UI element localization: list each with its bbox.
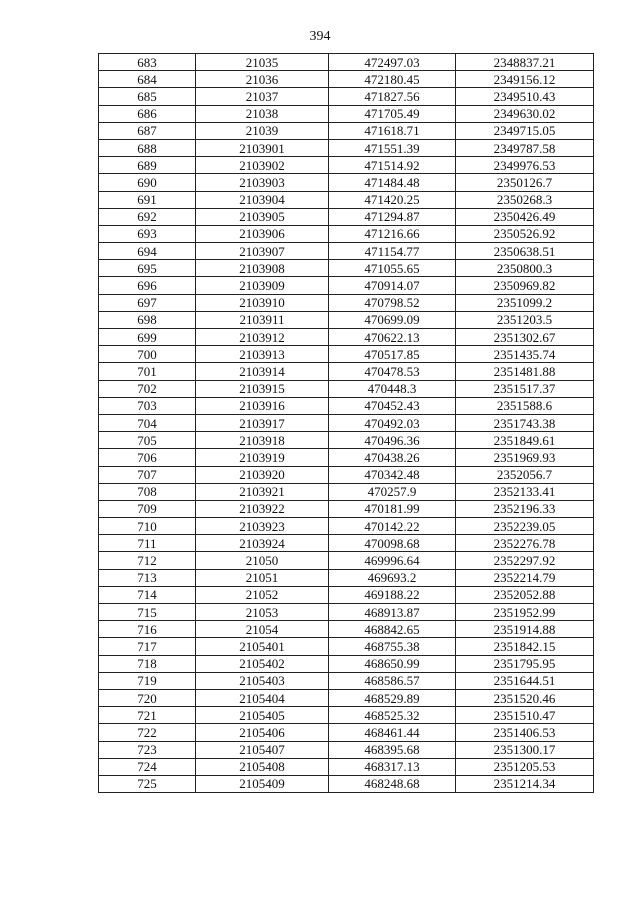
point-id-cell: 21053 xyxy=(196,604,329,621)
x-coordinate-cell: 472180.45 xyxy=(329,71,456,88)
y-coordinate-cell: 2351588.6 xyxy=(456,397,594,414)
table-row xyxy=(99,397,594,414)
point-number-cell: 700 xyxy=(99,346,196,363)
x-coordinate-cell: 469693.2 xyxy=(329,569,456,586)
y-coordinate-cell: 2349976.53 xyxy=(456,157,594,174)
y-coordinate-cell: 2348837.21 xyxy=(456,54,594,71)
x-coordinate-cell: 470098.68 xyxy=(329,535,456,552)
x-coordinate-cell: 468913.87 xyxy=(329,604,456,621)
point-id-cell: 2103904 xyxy=(196,191,329,208)
y-coordinate-cell: 2349156.12 xyxy=(456,71,594,88)
point-number-cell: 710 xyxy=(99,518,196,535)
x-coordinate-cell: 470452.43 xyxy=(329,397,456,414)
point-number-cell: 715 xyxy=(99,604,196,621)
y-coordinate-cell: 2352214.79 xyxy=(456,569,594,586)
x-coordinate-cell: 470438.26 xyxy=(329,449,456,466)
table-row xyxy=(99,225,594,242)
table-row xyxy=(99,689,594,706)
table-row xyxy=(99,518,594,535)
point-id-cell: 2103907 xyxy=(196,243,329,260)
y-coordinate-cell: 2351517.37 xyxy=(456,380,594,397)
table-row xyxy=(99,174,594,191)
point-number-cell: 706 xyxy=(99,449,196,466)
y-coordinate-cell: 2349510.43 xyxy=(456,88,594,105)
point-number-cell: 718 xyxy=(99,655,196,672)
y-coordinate-cell: 2351952.99 xyxy=(456,604,594,621)
point-id-cell: 21037 xyxy=(196,88,329,105)
table-row xyxy=(99,122,594,139)
x-coordinate-cell: 471294.87 xyxy=(329,208,456,225)
table-row xyxy=(99,741,594,758)
point-number-cell: 688 xyxy=(99,139,196,156)
point-id-cell: 2105404 xyxy=(196,689,329,706)
y-coordinate-cell: 2350268.3 xyxy=(456,191,594,208)
point-id-cell: 2105402 xyxy=(196,655,329,672)
y-coordinate-cell: 2350426.49 xyxy=(456,208,594,225)
point-number-cell: 697 xyxy=(99,294,196,311)
x-coordinate-cell: 471551.39 xyxy=(329,139,456,156)
point-number-cell: 694 xyxy=(99,243,196,260)
point-id-cell: 21052 xyxy=(196,586,329,603)
x-coordinate-cell: 470699.09 xyxy=(329,311,456,328)
y-coordinate-cell: 2351842.15 xyxy=(456,638,594,655)
x-coordinate-cell: 471514.92 xyxy=(329,157,456,174)
table-row xyxy=(99,449,594,466)
x-coordinate-cell: 470181.99 xyxy=(329,500,456,517)
y-coordinate-cell: 2351302.67 xyxy=(456,329,594,346)
point-number-cell: 683 xyxy=(99,54,196,71)
y-coordinate-cell: 2351406.53 xyxy=(456,724,594,741)
point-number-cell: 687 xyxy=(99,122,196,139)
table-row xyxy=(99,466,594,483)
point-id-cell: 2103901 xyxy=(196,139,329,156)
point-id-cell: 21036 xyxy=(196,71,329,88)
x-coordinate-cell: 471055.65 xyxy=(329,260,456,277)
y-coordinate-cell: 2351795.95 xyxy=(456,655,594,672)
y-coordinate-cell: 2352239.05 xyxy=(456,518,594,535)
table-row xyxy=(99,483,594,500)
x-coordinate-cell: 468755.38 xyxy=(329,638,456,655)
point-number-cell: 722 xyxy=(99,724,196,741)
point-id-cell: 2103906 xyxy=(196,225,329,242)
y-coordinate-cell: 2350638.51 xyxy=(456,243,594,260)
x-coordinate-cell: 468248.68 xyxy=(329,775,456,792)
y-coordinate-cell: 2351510.47 xyxy=(456,707,594,724)
x-coordinate-cell: 470257.9 xyxy=(329,483,456,500)
x-coordinate-cell: 471618.71 xyxy=(329,122,456,139)
table-row xyxy=(99,569,594,586)
y-coordinate-cell: 2349787.58 xyxy=(456,139,594,156)
x-coordinate-cell: 468525.32 xyxy=(329,707,456,724)
point-number-cell: 686 xyxy=(99,105,196,122)
point-id-cell: 2103916 xyxy=(196,397,329,414)
x-coordinate-cell: 468317.13 xyxy=(329,758,456,775)
point-id-cell: 2103919 xyxy=(196,449,329,466)
y-coordinate-cell: 2349630.02 xyxy=(456,105,594,122)
point-id-cell: 21035 xyxy=(196,54,329,71)
y-coordinate-cell: 2351644.51 xyxy=(456,672,594,689)
point-id-cell: 2103918 xyxy=(196,432,329,449)
point-number-cell: 684 xyxy=(99,71,196,88)
table-body xyxy=(99,54,594,793)
y-coordinate-cell: 2352133.41 xyxy=(456,483,594,500)
table-row xyxy=(99,54,594,71)
page-number: 394 xyxy=(309,29,331,44)
point-number-cell: 691 xyxy=(99,191,196,208)
point-number-cell: 712 xyxy=(99,552,196,569)
x-coordinate-cell: 468461.44 xyxy=(329,724,456,741)
table-row xyxy=(99,157,594,174)
point-id-cell: 2105406 xyxy=(196,724,329,741)
x-coordinate-cell: 470622.13 xyxy=(329,329,456,346)
y-coordinate-cell: 2350126.7 xyxy=(456,174,594,191)
table-row xyxy=(99,621,594,638)
y-coordinate-cell: 2351435.74 xyxy=(456,346,594,363)
point-number-cell: 713 xyxy=(99,569,196,586)
point-id-cell: 2103920 xyxy=(196,466,329,483)
point-number-cell: 705 xyxy=(99,432,196,449)
point-id-cell: 2103905 xyxy=(196,208,329,225)
x-coordinate-cell: 468395.68 xyxy=(329,741,456,758)
point-id-cell: 2105408 xyxy=(196,758,329,775)
table-row xyxy=(99,500,594,517)
y-coordinate-cell: 2352297.92 xyxy=(456,552,594,569)
point-id-cell: 2105409 xyxy=(196,775,329,792)
point-number-cell: 714 xyxy=(99,586,196,603)
x-coordinate-cell: 470342.48 xyxy=(329,466,456,483)
point-id-cell: 2105405 xyxy=(196,707,329,724)
point-number-cell: 725 xyxy=(99,775,196,792)
y-coordinate-cell: 2351849.61 xyxy=(456,432,594,449)
y-coordinate-cell: 2351969.93 xyxy=(456,449,594,466)
point-id-cell: 2103903 xyxy=(196,174,329,191)
point-id-cell: 2103923 xyxy=(196,518,329,535)
point-id-cell: 2103909 xyxy=(196,277,329,294)
table-row xyxy=(99,775,594,792)
point-id-cell: 2105407 xyxy=(196,741,329,758)
x-coordinate-cell: 468586.57 xyxy=(329,672,456,689)
point-id-cell: 2105401 xyxy=(196,638,329,655)
table-row xyxy=(99,311,594,328)
point-id-cell: 21051 xyxy=(196,569,329,586)
x-coordinate-cell: 470142.22 xyxy=(329,518,456,535)
y-coordinate-cell: 2350526.92 xyxy=(456,225,594,242)
point-id-cell: 2103921 xyxy=(196,483,329,500)
x-coordinate-cell: 470492.03 xyxy=(329,414,456,431)
coordinates-table xyxy=(98,53,594,793)
point-number-cell: 708 xyxy=(99,483,196,500)
point-id-cell: 2105403 xyxy=(196,672,329,689)
y-coordinate-cell: 2350800.3 xyxy=(456,260,594,277)
x-coordinate-cell: 470478.53 xyxy=(329,363,456,380)
point-number-cell: 690 xyxy=(99,174,196,191)
x-coordinate-cell: 470914.07 xyxy=(329,277,456,294)
point-id-cell: 2103902 xyxy=(196,157,329,174)
point-number-cell: 716 xyxy=(99,621,196,638)
point-number-cell: 699 xyxy=(99,329,196,346)
table-row xyxy=(99,139,594,156)
point-number-cell: 696 xyxy=(99,277,196,294)
table-row xyxy=(99,672,594,689)
point-id-cell: 2103917 xyxy=(196,414,329,431)
table-row xyxy=(99,586,594,603)
y-coordinate-cell: 2350969.82 xyxy=(456,277,594,294)
point-number-cell: 689 xyxy=(99,157,196,174)
table-row xyxy=(99,363,594,380)
point-number-cell: 695 xyxy=(99,260,196,277)
x-coordinate-cell: 469996.64 xyxy=(329,552,456,569)
x-coordinate-cell: 471216.66 xyxy=(329,225,456,242)
point-number-cell: 707 xyxy=(99,466,196,483)
y-coordinate-cell: 2351300.17 xyxy=(456,741,594,758)
point-number-cell: 703 xyxy=(99,397,196,414)
table-row xyxy=(99,243,594,260)
point-number-cell: 702 xyxy=(99,380,196,397)
y-coordinate-cell: 2351214.34 xyxy=(456,775,594,792)
table-row xyxy=(99,346,594,363)
point-id-cell: 21054 xyxy=(196,621,329,638)
y-coordinate-cell: 2351914.88 xyxy=(456,621,594,638)
table-row xyxy=(99,208,594,225)
y-coordinate-cell: 2351099.2 xyxy=(456,294,594,311)
y-coordinate-cell: 2351520.46 xyxy=(456,689,594,706)
y-coordinate-cell: 2351203.5 xyxy=(456,311,594,328)
point-number-cell: 723 xyxy=(99,741,196,758)
point-id-cell: 21050 xyxy=(196,552,329,569)
point-number-cell: 693 xyxy=(99,225,196,242)
point-id-cell: 2103913 xyxy=(196,346,329,363)
point-number-cell: 704 xyxy=(99,414,196,431)
y-coordinate-cell: 2349715.05 xyxy=(456,122,594,139)
point-id-cell: 21039 xyxy=(196,122,329,139)
point-number-cell: 701 xyxy=(99,363,196,380)
x-coordinate-cell: 468529.89 xyxy=(329,689,456,706)
point-id-cell: 2103922 xyxy=(196,500,329,517)
point-number-cell: 711 xyxy=(99,535,196,552)
point-number-cell: 698 xyxy=(99,311,196,328)
x-coordinate-cell: 471154.77 xyxy=(329,243,456,260)
point-id-cell: 2103924 xyxy=(196,535,329,552)
point-id-cell: 2103908 xyxy=(196,260,329,277)
table-row xyxy=(99,552,594,569)
x-coordinate-cell: 469188.22 xyxy=(329,586,456,603)
table-row xyxy=(99,724,594,741)
table-row xyxy=(99,277,594,294)
x-coordinate-cell: 468842.65 xyxy=(329,621,456,638)
point-id-cell: 2103910 xyxy=(196,294,329,311)
y-coordinate-cell: 2352056.7 xyxy=(456,466,594,483)
table-row xyxy=(99,294,594,311)
table-row xyxy=(99,535,594,552)
x-coordinate-cell: 470496.36 xyxy=(329,432,456,449)
table-row xyxy=(99,88,594,105)
y-coordinate-cell: 2351481.88 xyxy=(456,363,594,380)
x-coordinate-cell: 472497.03 xyxy=(329,54,456,71)
table-row xyxy=(99,380,594,397)
y-coordinate-cell: 2352196.33 xyxy=(456,500,594,517)
point-id-cell: 21038 xyxy=(196,105,329,122)
table-row xyxy=(99,432,594,449)
point-number-cell: 721 xyxy=(99,707,196,724)
x-coordinate-cell: 471827.56 xyxy=(329,88,456,105)
table-row xyxy=(99,655,594,672)
point-number-cell: 724 xyxy=(99,758,196,775)
x-coordinate-cell: 471705.49 xyxy=(329,105,456,122)
point-number-cell: 685 xyxy=(99,88,196,105)
x-coordinate-cell: 470517.85 xyxy=(329,346,456,363)
y-coordinate-cell: 2351743.38 xyxy=(456,414,594,431)
point-id-cell: 2103914 xyxy=(196,363,329,380)
x-coordinate-cell: 468650.99 xyxy=(329,655,456,672)
point-number-cell: 719 xyxy=(99,672,196,689)
table-row xyxy=(99,707,594,724)
x-coordinate-cell: 470798.52 xyxy=(329,294,456,311)
y-coordinate-cell: 2352276.78 xyxy=(456,535,594,552)
point-number-cell: 717 xyxy=(99,638,196,655)
point-number-cell: 720 xyxy=(99,689,196,706)
y-coordinate-cell: 2351205.53 xyxy=(456,758,594,775)
table-row xyxy=(99,260,594,277)
point-number-cell: 709 xyxy=(99,500,196,517)
y-coordinate-cell: 2352052.88 xyxy=(456,586,594,603)
table-row xyxy=(99,105,594,122)
x-coordinate-cell: 470448.3 xyxy=(329,380,456,397)
point-number-cell: 692 xyxy=(99,208,196,225)
point-id-cell: 2103915 xyxy=(196,380,329,397)
table-row xyxy=(99,758,594,775)
point-id-cell: 2103912 xyxy=(196,329,329,346)
table-row xyxy=(99,71,594,88)
table-row xyxy=(99,638,594,655)
x-coordinate-cell: 471420.25 xyxy=(329,191,456,208)
table-row xyxy=(99,414,594,431)
table-row xyxy=(99,329,594,346)
table-row xyxy=(99,604,594,621)
point-id-cell: 2103911 xyxy=(196,311,329,328)
table-row xyxy=(99,191,594,208)
x-coordinate-cell: 471484.48 xyxy=(329,174,456,191)
